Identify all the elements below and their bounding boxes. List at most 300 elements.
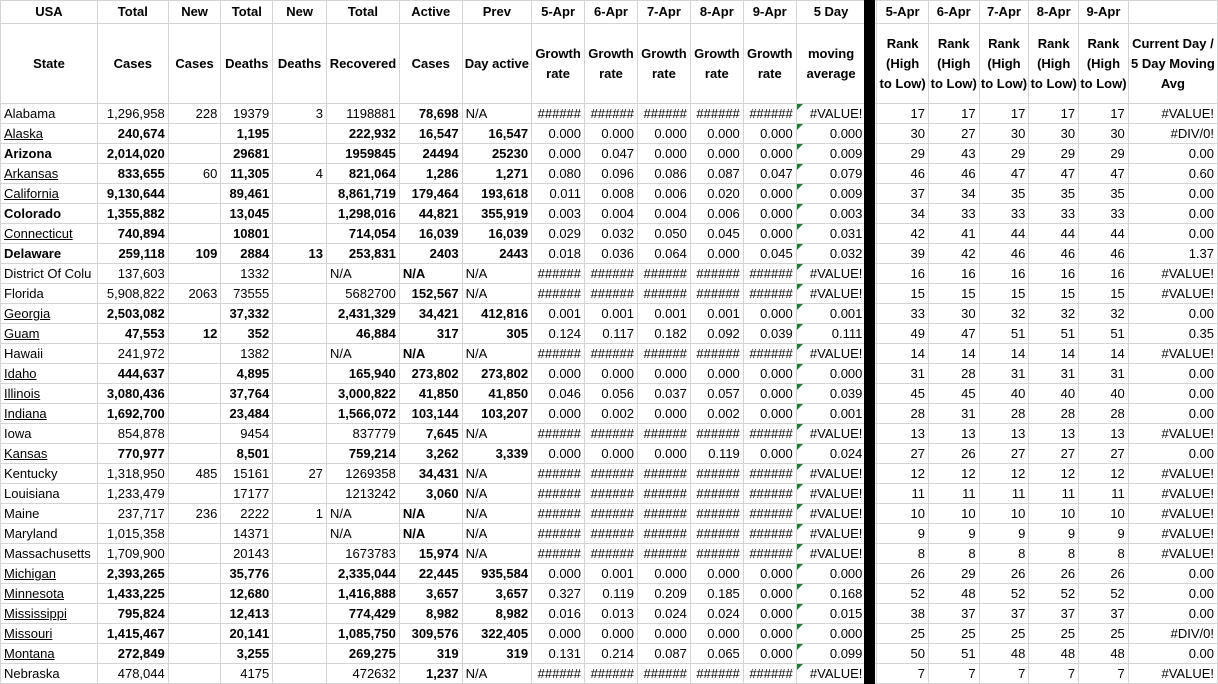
data-cell[interactable] — [273, 444, 327, 464]
data-cell[interactable]: 352 — [221, 324, 273, 344]
data-cell[interactable]: 31 — [928, 404, 979, 424]
data-cell[interactable]: 46 — [877, 164, 929, 184]
data-cell[interactable]: 13 — [1029, 424, 1079, 444]
data-cell[interactable]: ###### — [585, 424, 638, 444]
data-cell[interactable]: 26 — [979, 564, 1029, 584]
data-cell[interactable]: 48 — [1079, 644, 1129, 664]
header-cell[interactable]: 7-Apr — [637, 1, 690, 24]
data-cell[interactable]: ###### — [532, 284, 585, 304]
data-cell[interactable]: 0.002 — [585, 404, 638, 424]
data-cell[interactable] — [168, 424, 221, 444]
data-cell[interactable]: 0.000 — [637, 564, 690, 584]
data-cell[interactable]: 2,393,265 — [97, 564, 168, 584]
data-cell[interactable]: 0.182 — [637, 324, 690, 344]
data-cell[interactable]: #VALUE! — [796, 484, 866, 504]
data-cell[interactable]: 236 — [168, 504, 221, 524]
data-cell[interactable]: 0.00 — [1128, 384, 1217, 404]
data-cell[interactable]: 35 — [979, 184, 1029, 204]
data-cell[interactable]: N/A — [462, 264, 532, 284]
data-cell[interactable]: 0.000 — [690, 564, 743, 584]
data-cell[interactable]: 42 — [928, 244, 979, 264]
data-cell[interactable]: 25 — [928, 624, 979, 644]
data-cell[interactable]: N/A — [462, 524, 532, 544]
header-cell[interactable]: 8-Apr — [690, 1, 743, 24]
data-cell[interactable]: N/A — [462, 664, 532, 684]
data-cell[interactable]: #VALUE! — [1128, 424, 1217, 444]
data-cell[interactable]: ###### — [585, 544, 638, 564]
data-cell[interactable]: 0.000 — [743, 364, 796, 384]
header-cell[interactable]: moving average — [796, 24, 866, 104]
data-cell[interactable]: 0.013 — [585, 604, 638, 624]
data-cell[interactable]: 16 — [1029, 264, 1079, 284]
data-cell[interactable]: 12,413 — [221, 604, 273, 624]
data-cell[interactable]: ###### — [532, 264, 585, 284]
state-cell[interactable]: Colorado — [1, 204, 98, 224]
data-cell[interactable]: 0.039 — [796, 384, 866, 404]
state-cell[interactable]: Georgia — [1, 304, 98, 324]
data-cell[interactable]: 44 — [979, 224, 1029, 244]
data-cell[interactable]: 48 — [928, 584, 979, 604]
data-cell[interactable]: 103,207 — [462, 404, 532, 424]
data-cell[interactable]: 3,000,822 — [326, 384, 399, 404]
data-cell[interactable]: 26 — [1079, 564, 1129, 584]
data-cell[interactable]: 37,764 — [221, 384, 273, 404]
data-cell[interactable]: ###### — [637, 424, 690, 444]
header-cell[interactable]: Rank (High to Low) — [1079, 24, 1129, 104]
data-cell[interactable]: 0.00 — [1128, 184, 1217, 204]
data-cell[interactable] — [273, 224, 327, 244]
header-cell[interactable]: Growth rate — [532, 24, 585, 104]
data-cell[interactable]: ###### — [532, 424, 585, 444]
header-cell[interactable]: 5-Apr — [877, 1, 929, 24]
data-cell[interactable]: 0.087 — [690, 164, 743, 184]
data-cell[interactable]: 37 — [877, 184, 929, 204]
data-cell[interactable]: 26 — [928, 444, 979, 464]
data-cell[interactable]: ###### — [637, 284, 690, 304]
data-cell[interactable]: 20143 — [221, 544, 273, 564]
data-cell[interactable]: 9,130,644 — [97, 184, 168, 204]
data-cell[interactable]: ###### — [532, 504, 585, 524]
data-cell[interactable]: 5,908,822 — [97, 284, 168, 304]
data-cell[interactable]: 27 — [877, 444, 929, 464]
data-cell[interactable]: #VALUE! — [796, 664, 866, 684]
data-cell[interactable]: 8,982 — [462, 604, 532, 624]
data-cell[interactable]: 11 — [928, 484, 979, 504]
data-cell[interactable]: 2,503,082 — [97, 304, 168, 324]
data-cell[interactable] — [273, 284, 327, 304]
data-cell[interactable]: #VALUE! — [796, 424, 866, 444]
state-cell[interactable]: Idaho — [1, 364, 98, 384]
data-cell[interactable]: 269,275 — [326, 644, 399, 664]
data-cell[interactable]: 0.032 — [585, 224, 638, 244]
data-cell[interactable]: 29 — [877, 144, 929, 164]
data-cell[interactable]: #VALUE! — [1128, 264, 1217, 284]
data-cell[interactable]: 31 — [877, 364, 929, 384]
data-cell[interactable]: 39 — [877, 244, 929, 264]
data-cell[interactable]: 1,692,700 — [97, 404, 168, 424]
data-cell[interactable]: 37 — [1079, 604, 1129, 624]
data-cell[interactable]: 12 — [168, 324, 221, 344]
state-cell[interactable]: Illinois — [1, 384, 98, 404]
data-cell[interactable]: 29 — [1029, 144, 1079, 164]
data-cell[interactable]: 0.031 — [796, 224, 866, 244]
data-cell[interactable]: 47 — [1079, 164, 1129, 184]
data-cell[interactable]: 1.37 — [1128, 244, 1217, 264]
data-cell[interactable]: 3,657 — [399, 584, 462, 604]
data-cell[interactable]: ###### — [743, 504, 796, 524]
data-cell[interactable]: 8 — [928, 544, 979, 564]
data-cell[interactable]: 1,233,479 — [97, 484, 168, 504]
data-cell[interactable]: 740,894 — [97, 224, 168, 244]
data-cell[interactable]: 1213242 — [326, 484, 399, 504]
data-cell[interactable]: 46 — [1079, 244, 1129, 264]
data-cell[interactable]: 0.000 — [585, 444, 638, 464]
data-cell[interactable]: 3,339 — [462, 444, 532, 464]
state-cell[interactable]: Mississippi — [1, 604, 98, 624]
data-cell[interactable]: 8 — [877, 544, 929, 564]
data-cell[interactable] — [273, 544, 327, 564]
data-cell[interactable]: 317 — [399, 324, 462, 344]
data-cell[interactable]: 60 — [168, 164, 221, 184]
data-cell[interactable]: 12 — [928, 464, 979, 484]
data-cell[interactable]: 1,015,358 — [97, 524, 168, 544]
data-cell[interactable]: ###### — [585, 464, 638, 484]
data-cell[interactable] — [168, 664, 221, 684]
data-cell[interactable]: ###### — [637, 484, 690, 504]
data-cell[interactable]: 28 — [1029, 404, 1079, 424]
data-cell[interactable] — [168, 144, 221, 164]
data-cell[interactable]: 38 — [877, 604, 929, 624]
data-cell[interactable]: ###### — [532, 104, 585, 124]
state-cell[interactable]: Michigan — [1, 564, 98, 584]
data-cell[interactable]: 2,335,044 — [326, 564, 399, 584]
data-cell[interactable]: N/A — [326, 344, 399, 364]
data-cell[interactable] — [273, 204, 327, 224]
data-cell[interactable]: 48 — [1029, 644, 1079, 664]
data-cell[interactable]: 41 — [928, 224, 979, 244]
data-cell[interactable]: 47 — [979, 164, 1029, 184]
data-cell[interactable]: N/A — [462, 344, 532, 364]
data-cell[interactable]: 241,972 — [97, 344, 168, 364]
data-cell[interactable]: 774,429 — [326, 604, 399, 624]
header-cell[interactable]: 9-Apr — [1079, 1, 1129, 24]
data-cell[interactable]: ###### — [743, 484, 796, 504]
data-cell[interactable]: ###### — [532, 524, 585, 544]
data-cell[interactable]: 29 — [1079, 144, 1129, 164]
data-cell[interactable] — [168, 304, 221, 324]
data-cell[interactable]: 0.00 — [1128, 364, 1217, 384]
data-cell[interactable]: 45 — [928, 384, 979, 404]
data-cell[interactable]: 253,831 — [326, 244, 399, 264]
data-cell[interactable]: 0.024 — [690, 604, 743, 624]
data-cell[interactable] — [273, 184, 327, 204]
data-cell[interactable]: 17 — [877, 104, 929, 124]
data-cell[interactable]: 0.119 — [585, 584, 638, 604]
data-cell[interactable]: 31 — [1029, 364, 1079, 384]
data-cell[interactable]: #DIV/0! — [1128, 124, 1217, 144]
data-cell[interactable]: 1,085,750 — [326, 624, 399, 644]
data-cell[interactable]: 26 — [877, 564, 929, 584]
header-cell[interactable]: Rank (High to Low) — [877, 24, 929, 104]
data-cell[interactable]: 0.057 — [690, 384, 743, 404]
data-cell[interactable]: 11 — [1029, 484, 1079, 504]
data-cell[interactable]: 1332 — [221, 264, 273, 284]
data-cell[interactable]: 13 — [273, 244, 327, 264]
data-cell[interactable]: 0.60 — [1128, 164, 1217, 184]
header-cell[interactable]: 5 Day — [796, 1, 866, 24]
data-cell[interactable]: 0.018 — [532, 244, 585, 264]
data-cell[interactable]: 0.064 — [637, 244, 690, 264]
data-cell[interactable]: 52 — [877, 584, 929, 604]
data-cell[interactable]: 1,355,882 — [97, 204, 168, 224]
data-cell[interactable]: 3,262 — [399, 444, 462, 464]
data-cell[interactable] — [168, 624, 221, 644]
data-cell[interactable]: 0.003 — [796, 204, 866, 224]
state-cell[interactable]: California — [1, 184, 98, 204]
data-cell[interactable]: 0.000 — [796, 564, 866, 584]
data-cell[interactable]: ###### — [690, 524, 743, 544]
data-cell[interactable]: 16,547 — [462, 124, 532, 144]
data-cell[interactable]: 40 — [979, 384, 1029, 404]
data-cell[interactable]: 33 — [928, 204, 979, 224]
data-cell[interactable]: 0.131 — [532, 644, 585, 664]
data-cell[interactable]: 4175 — [221, 664, 273, 684]
data-cell[interactable]: 41,850 — [399, 384, 462, 404]
data-cell[interactable]: 48 — [979, 644, 1029, 664]
data-cell[interactable]: 17 — [928, 104, 979, 124]
data-cell[interactable] — [168, 344, 221, 364]
data-cell[interactable]: N/A — [399, 264, 462, 284]
data-cell[interactable]: 8,982 — [399, 604, 462, 624]
data-cell[interactable] — [273, 484, 327, 504]
data-cell[interactable]: 0.000 — [637, 404, 690, 424]
data-cell[interactable]: 0.024 — [637, 604, 690, 624]
data-cell[interactable]: ###### — [690, 344, 743, 364]
data-cell[interactable]: 1,286 — [399, 164, 462, 184]
data-cell[interactable]: 34 — [928, 184, 979, 204]
data-cell[interactable] — [273, 344, 327, 364]
data-cell[interactable]: 152,567 — [399, 284, 462, 304]
data-cell[interactable]: 32 — [1079, 304, 1129, 324]
data-cell[interactable]: 7 — [877, 664, 929, 684]
data-cell[interactable]: 51 — [979, 324, 1029, 344]
data-cell[interactable]: 0.000 — [532, 564, 585, 584]
data-cell[interactable] — [168, 444, 221, 464]
data-cell[interactable]: 1269358 — [326, 464, 399, 484]
data-cell[interactable]: 16 — [979, 264, 1029, 284]
data-cell[interactable]: N/A — [462, 284, 532, 304]
data-cell[interactable]: 34,421 — [399, 304, 462, 324]
data-cell[interactable]: 89,461 — [221, 184, 273, 204]
data-cell[interactable]: 0.000 — [743, 404, 796, 424]
data-cell[interactable]: 0.045 — [690, 224, 743, 244]
data-cell[interactable]: 11,305 — [221, 164, 273, 184]
data-cell[interactable]: 29 — [928, 564, 979, 584]
data-cell[interactable]: 0.000 — [585, 124, 638, 144]
data-cell[interactable] — [273, 144, 327, 164]
data-cell[interactable]: 837779 — [326, 424, 399, 444]
data-cell[interactable]: ###### — [532, 464, 585, 484]
header-cell[interactable]: Day active — [462, 24, 532, 104]
data-cell[interactable]: 3,657 — [462, 584, 532, 604]
data-cell[interactable]: 46 — [928, 164, 979, 184]
data-cell[interactable]: 3 — [273, 104, 327, 124]
data-cell[interactable]: 15 — [1029, 284, 1079, 304]
data-cell[interactable]: 27 — [1079, 444, 1129, 464]
data-cell[interactable]: N/A — [462, 104, 532, 124]
data-cell[interactable]: 0.000 — [690, 244, 743, 264]
data-cell[interactable] — [273, 584, 327, 604]
data-cell[interactable]: 0.086 — [637, 164, 690, 184]
data-cell[interactable]: 29681 — [221, 144, 273, 164]
data-cell[interactable]: N/A — [462, 424, 532, 444]
data-cell[interactable]: ###### — [743, 264, 796, 284]
data-cell[interactable]: 28 — [928, 364, 979, 384]
data-cell[interactable]: 228 — [168, 104, 221, 124]
data-cell[interactable]: 795,824 — [97, 604, 168, 624]
data-cell[interactable]: 0.00 — [1128, 444, 1217, 464]
data-cell[interactable]: 444,637 — [97, 364, 168, 384]
data-cell[interactable] — [168, 124, 221, 144]
data-cell[interactable]: ###### — [690, 104, 743, 124]
data-cell[interactable]: 935,584 — [462, 564, 532, 584]
data-cell[interactable]: 10 — [979, 504, 1029, 524]
header-cell[interactable]: Growth rate — [690, 24, 743, 104]
data-cell[interactable]: ###### — [585, 104, 638, 124]
data-cell[interactable]: 0.000 — [743, 304, 796, 324]
data-cell[interactable]: 0.111 — [796, 324, 866, 344]
data-cell[interactable]: 2443 — [462, 244, 532, 264]
data-cell[interactable]: #VALUE! — [796, 344, 866, 364]
data-cell[interactable]: 1,298,016 — [326, 204, 399, 224]
state-cell[interactable]: Montana — [1, 644, 98, 664]
data-cell[interactable]: 44 — [1029, 224, 1079, 244]
data-cell[interactable]: 47 — [928, 324, 979, 344]
data-cell[interactable]: ###### — [690, 264, 743, 284]
header-cell[interactable]: Cases — [97, 24, 168, 104]
data-cell[interactable]: 7 — [1029, 664, 1079, 684]
data-cell[interactable]: 25230 — [462, 144, 532, 164]
data-cell[interactable] — [168, 524, 221, 544]
data-cell[interactable]: 0.214 — [585, 644, 638, 664]
data-cell[interactable]: 2,014,020 — [97, 144, 168, 164]
data-cell[interactable]: 179,464 — [399, 184, 462, 204]
data-cell[interactable]: 273,802 — [462, 364, 532, 384]
data-cell[interactable]: 0.00 — [1128, 404, 1217, 424]
data-cell[interactable]: 51 — [1029, 324, 1079, 344]
header-cell[interactable]: 8-Apr — [1029, 1, 1079, 24]
data-cell[interactable]: #VALUE! — [1128, 544, 1217, 564]
data-cell[interactable]: 0.000 — [637, 364, 690, 384]
data-cell[interactable]: 11 — [979, 484, 1029, 504]
data-cell[interactable]: 0.079 — [796, 164, 866, 184]
data-cell[interactable] — [168, 564, 221, 584]
data-cell[interactable]: #VALUE! — [1128, 284, 1217, 304]
data-cell[interactable]: 319 — [399, 644, 462, 664]
data-cell[interactable]: 15161 — [221, 464, 273, 484]
data-cell[interactable]: ###### — [585, 664, 638, 684]
data-cell[interactable]: ###### — [637, 464, 690, 484]
data-cell[interactable] — [273, 364, 327, 384]
data-cell[interactable]: 27 — [979, 444, 1029, 464]
data-cell[interactable]: #VALUE! — [1128, 344, 1217, 364]
data-cell[interactable] — [273, 564, 327, 584]
header-cell[interactable]: Rank (High to Low) — [928, 24, 979, 104]
data-cell[interactable]: 35 — [1079, 184, 1129, 204]
data-cell[interactable]: 15,974 — [399, 544, 462, 564]
data-cell[interactable]: 13 — [1079, 424, 1129, 444]
data-cell[interactable]: 4 — [273, 164, 327, 184]
data-cell[interactable]: N/A — [462, 504, 532, 524]
state-cell[interactable]: District Of Colu — [1, 264, 98, 284]
data-cell[interactable]: 52 — [1029, 584, 1079, 604]
data-cell[interactable]: 240,674 — [97, 124, 168, 144]
data-cell[interactable]: 0.020 — [690, 184, 743, 204]
data-cell[interactable]: ###### — [532, 664, 585, 684]
data-cell[interactable]: 14 — [877, 344, 929, 364]
data-cell[interactable]: 0.001 — [532, 304, 585, 324]
data-cell[interactable]: 47 — [1029, 164, 1079, 184]
data-cell[interactable]: 0.096 — [585, 164, 638, 184]
data-cell[interactable]: 27 — [273, 464, 327, 484]
data-cell[interactable]: 31 — [979, 364, 1029, 384]
data-cell[interactable] — [168, 484, 221, 504]
data-cell[interactable]: 0.000 — [743, 144, 796, 164]
data-cell[interactable]: 11 — [877, 484, 929, 504]
data-cell[interactable]: 0.000 — [532, 364, 585, 384]
data-cell[interactable]: 26 — [1029, 564, 1079, 584]
data-cell[interactable]: 10 — [877, 504, 929, 524]
data-cell[interactable]: 0.001 — [585, 564, 638, 584]
data-cell[interactable]: 165,940 — [326, 364, 399, 384]
data-cell[interactable]: 0.001 — [796, 404, 866, 424]
data-cell[interactable]: 35 — [1029, 184, 1079, 204]
data-cell[interactable]: #VALUE! — [796, 544, 866, 564]
data-cell[interactable]: ###### — [690, 484, 743, 504]
data-cell[interactable]: 1673783 — [326, 544, 399, 564]
data-cell[interactable]: N/A — [462, 464, 532, 484]
data-cell[interactable]: 0.004 — [585, 204, 638, 224]
data-cell[interactable]: 14 — [928, 344, 979, 364]
header-cell[interactable]: Rank (High to Low) — [979, 24, 1029, 104]
data-cell[interactable]: 13 — [979, 424, 1029, 444]
data-cell[interactable]: 5682700 — [326, 284, 399, 304]
data-cell[interactable]: ###### — [743, 664, 796, 684]
data-cell[interactable]: 103,144 — [399, 404, 462, 424]
data-cell[interactable]: 8,501 — [221, 444, 273, 464]
data-cell[interactable]: 1,318,950 — [97, 464, 168, 484]
data-cell[interactable]: 0.008 — [585, 184, 638, 204]
data-cell[interactable]: 0.032 — [796, 244, 866, 264]
data-cell[interactable]: 10801 — [221, 224, 273, 244]
data-cell[interactable]: 0.000 — [690, 624, 743, 644]
data-cell[interactable]: 32 — [979, 304, 1029, 324]
data-cell[interactable]: 13 — [877, 424, 929, 444]
data-cell[interactable]: 0.000 — [532, 144, 585, 164]
data-cell[interactable]: ###### — [690, 544, 743, 564]
header-cell[interactable]: 7-Apr — [979, 1, 1029, 24]
header-cell[interactable]: Cases — [399, 24, 462, 104]
data-cell[interactable]: 34 — [877, 204, 929, 224]
data-cell[interactable]: #VALUE! — [796, 524, 866, 544]
data-cell[interactable]: 821,064 — [326, 164, 399, 184]
data-cell[interactable]: ###### — [532, 544, 585, 564]
data-cell[interactable]: 0.168 — [796, 584, 866, 604]
data-cell[interactable]: 355,919 — [462, 204, 532, 224]
data-cell[interactable]: ###### — [585, 504, 638, 524]
data-cell[interactable]: 0.000 — [637, 444, 690, 464]
data-cell[interactable]: 0.029 — [532, 224, 585, 244]
